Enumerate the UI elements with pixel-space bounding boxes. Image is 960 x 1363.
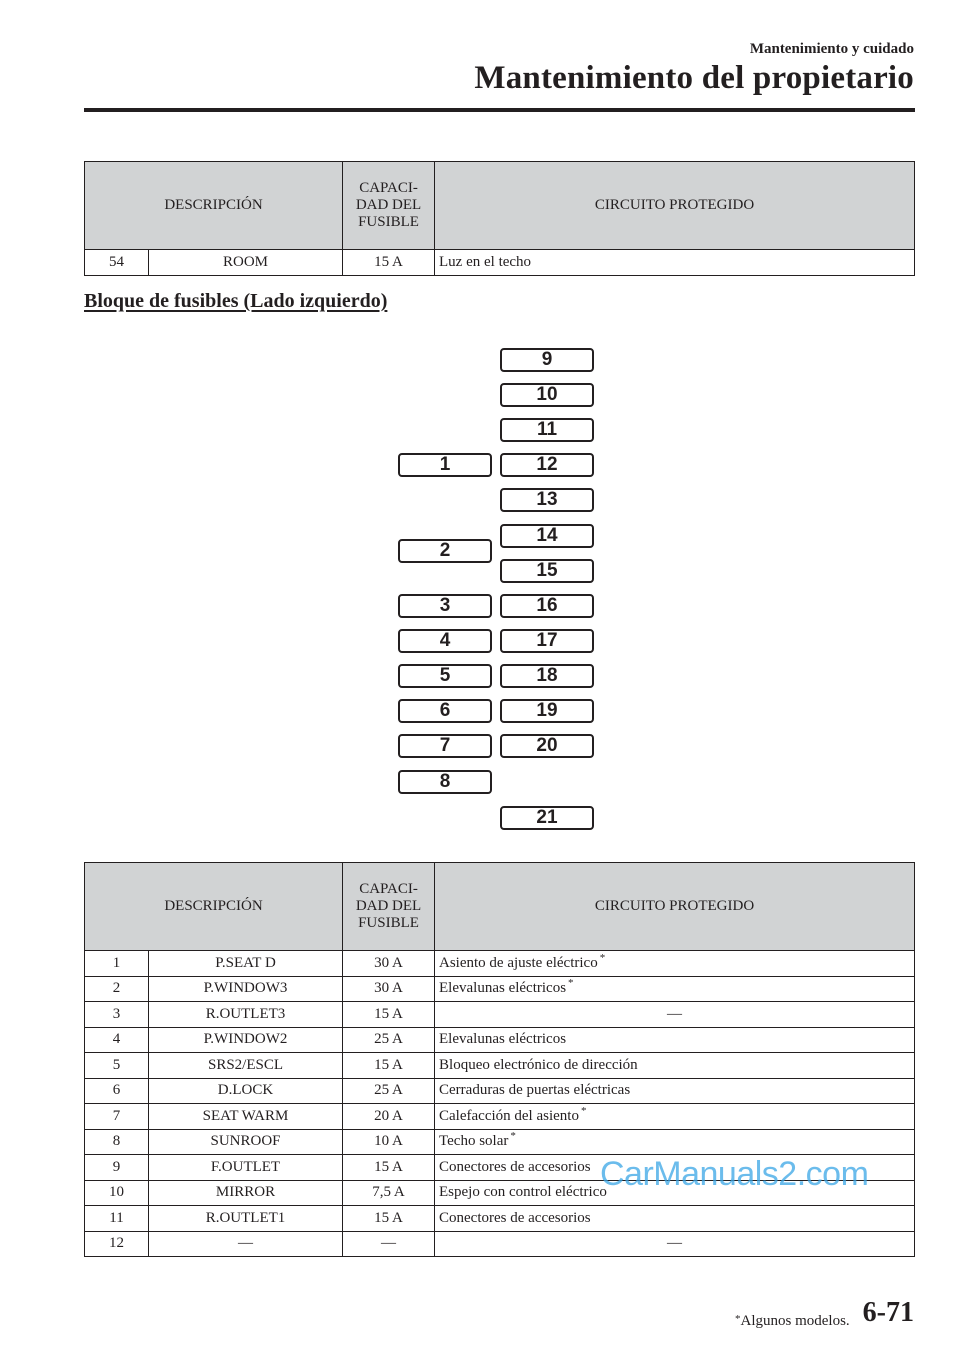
fuse-capacity: 15 A [343,1002,435,1028]
fuse-number: 5 [85,1053,149,1079]
fuse-number: 2 [85,976,149,1002]
fuse-capacity: 15 A [343,250,435,276]
fuse-3: 3 [398,594,492,618]
fuse-6: 6 [398,699,492,723]
footnote [735,1313,850,1330]
fuse-description: F.OUTLET [149,1155,343,1181]
fuse-capacity: 20 A [343,1104,435,1130]
protected-circuit [435,1231,915,1257]
fuse-description: SEAT WARM [149,1104,343,1130]
header-capacity-line: CAPACI- [359,180,418,196]
fuse-5: 5 [398,664,492,688]
protected-circuit [435,1027,915,1053]
protected-circuit-text: Conectores de accesorios [439,1209,591,1226]
header-divider [84,108,915,112]
fuse-number: 1 [85,951,149,977]
fuse-capacity: 30 A [343,951,435,977]
protected-circuit-text: Elevalunas eléctricos [439,1031,567,1048]
protected-circuit-text: Conectores de accesorios [439,1158,591,1175]
watermark-text: CarManuals2.com [600,1155,869,1193]
table-row [85,951,915,977]
protected-circuit [435,1206,915,1232]
table-header-row [85,863,915,951]
protected-circuit [435,250,915,276]
fuse-capacity: 10 A [343,1129,435,1155]
table-row [85,1002,915,1028]
protected-circuit [435,1053,915,1079]
protected-circuit-text: Luz en el techo [439,253,532,270]
table-row [85,1231,915,1257]
protected-circuit [435,951,915,977]
protected-circuit-text: Calefacción del asiento [439,1107,579,1124]
section-title: Mantenimiento y cuidado [749,41,914,57]
fuse-19: 19 [500,699,594,723]
fuse-number: 10 [85,1180,149,1206]
fuse-number: 4 [85,1027,149,1053]
fuse-number: 11 [85,1206,149,1232]
fuse-number: 7 [85,1104,149,1130]
table-row [85,250,915,276]
fuse-description: D.LOCK [149,1078,343,1104]
header-capacity-line: DAD DEL [355,898,422,914]
asterisk-icon: * [580,1104,587,1117]
fuse-2: 2 [398,539,492,563]
header-capacity [343,162,435,250]
fuse-18: 18 [500,664,594,688]
fuse-20: 20 [500,734,594,758]
fuse-capacity: 15 A [343,1155,435,1181]
fuse-description: P.WINDOW2 [149,1027,343,1053]
header-capacity [343,863,435,951]
header-circuit: CIRCUITO PROTEGIDO [435,863,915,951]
fuse-14: 14 [500,524,594,548]
fuse-description: R.OUTLET3 [149,1002,343,1028]
fuse-number: 54 [85,250,149,276]
protected-circuit [435,1104,915,1130]
table-row [85,1104,915,1130]
asterisk-icon: * [735,1313,741,1325]
protected-circuit-text: Elevalunas eléctricos [439,980,567,997]
header-capacity-line: FUSIBLE [358,915,419,931]
fuse-13: 13 [500,488,594,512]
protected-circuit-text: — [667,1005,683,1022]
header-capacity-line: CAPACI- [359,881,418,897]
fuse-description: P.SEAT D [149,951,343,977]
asterisk-icon: * [568,977,574,990]
protected-circuit [435,976,915,1002]
header-circuit: CIRCUITO PROTEGIDO [435,162,915,250]
fuse-capacity: 30 A [343,976,435,1002]
fuse-9: 9 [500,348,594,372]
fuse-description: ROOM [149,250,343,276]
fuse-7: 7 [398,734,492,758]
table-row [85,1053,915,1079]
fuse-21: 21 [500,806,594,830]
protected-circuit-text: Cerraduras de puertas eléctricas [439,1082,631,1099]
fuse-description: P.WINDOW3 [149,976,343,1002]
header-description: DESCRIPCIÓN [85,863,343,951]
fuse-number: 9 [85,1155,149,1181]
fuse-description: SUNROOF [149,1129,343,1155]
fuse-number: 6 [85,1078,149,1104]
protected-circuit-text: Techo solar [439,1133,509,1150]
fuse-17: 17 [500,629,594,653]
table-row [85,976,915,1002]
page-number: 6-71 [862,1297,914,1328]
fuse-capacity: 25 A [343,1078,435,1104]
fuse-description: SRS2/ESCL [149,1053,343,1079]
fuse-capacity: 25 A [343,1027,435,1053]
fuse-description: MIRROR [149,1180,343,1206]
protected-circuit [435,1002,915,1028]
fuse-capacity: — [343,1231,435,1257]
fuse-table-main [84,862,915,1257]
section-subheading: Bloque de fusibles (Lado izquierdo) [84,290,388,312]
protected-circuit-text: Espejo con control eléctrico [439,1184,607,1201]
fuse-capacity: 7,5 A [343,1180,435,1206]
fuse-4: 4 [398,629,492,653]
fuse-15: 15 [500,559,594,583]
table-header-row [85,162,915,250]
fuse-10: 10 [500,383,594,407]
asterisk-icon: * [599,951,606,964]
protected-circuit-text: Asiento de ajuste eléctrico [439,954,598,971]
protected-circuit [435,1078,915,1104]
fuse-number: 8 [85,1129,149,1155]
fuse-description: R.OUTLET1 [149,1206,343,1232]
fuse-number: 12 [85,1231,149,1257]
fuse-description: — [149,1231,343,1257]
header-description: DESCRIPCIÓN [85,162,343,250]
table-row [85,1027,915,1053]
table-row [85,1129,915,1155]
asterisk-icon: * [510,1130,516,1143]
protected-circuit [435,1129,915,1155]
fuse-number: 3 [85,1002,149,1028]
page-title: Mantenimiento del propietario [474,60,914,96]
fuse-1: 1 [398,453,492,477]
footnote-text: Algunos modelos. [740,1313,850,1329]
protected-circuit-text: — [667,1235,683,1252]
fuse-16: 16 [500,594,594,618]
fuse-12: 12 [500,453,594,477]
header-capacity-line: FUSIBLE [358,214,419,230]
fuse-capacity: 15 A [343,1206,435,1232]
fuse-8: 8 [398,770,492,794]
header-capacity-line: DAD DEL [355,197,422,213]
fuse-capacity: 15 A [343,1053,435,1079]
table-row [85,1206,915,1232]
protected-circuit-text: Bloqueo electrónico de dirección [439,1056,638,1073]
fuse-table-top [84,161,915,276]
table-row [85,1078,915,1104]
fuse-11: 11 [500,418,594,442]
